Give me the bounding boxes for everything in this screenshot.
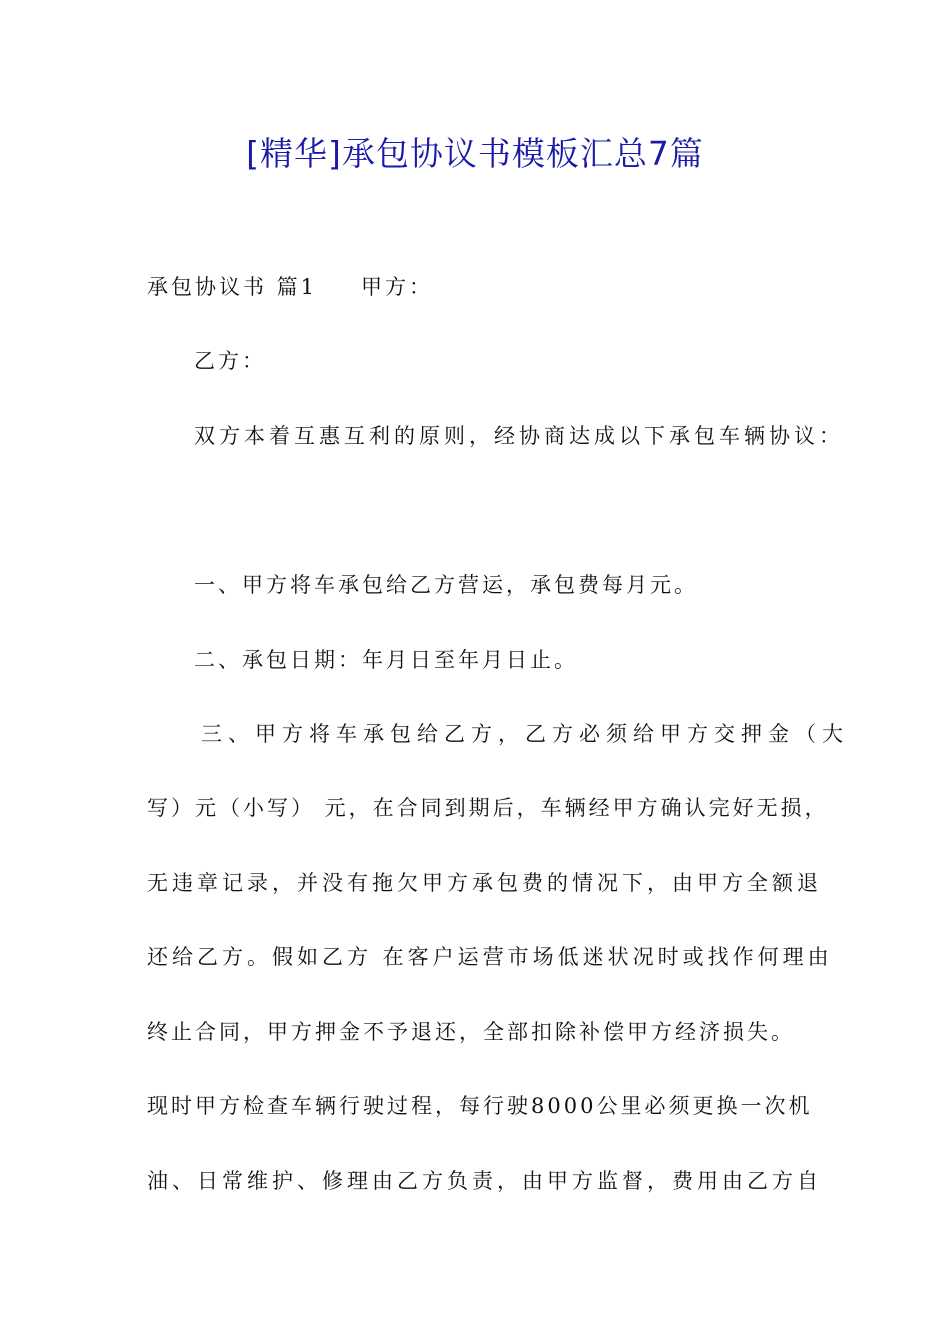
clause-3-line: 还给乙方。假如乙方 在客户运营市场低迷状况时或找作何理由 bbox=[147, 945, 833, 969]
clause-3-line: 终止合同，甲方押金不予退还，全部扣除补偿甲方经济损失。 bbox=[147, 1020, 795, 1044]
document-title: [精华]承包协议书模板汇总7篇 bbox=[246, 134, 704, 173]
party-a-label: 甲方： bbox=[361, 275, 434, 299]
clause-2: 二、承包日期：年月日至年月日止。 bbox=[194, 648, 578, 672]
section-label: 承包协议书 篇1 bbox=[147, 275, 318, 299]
clause-3-line: 写）元（小写） 元，在合同到期后，车辆经甲方确认完好无损， bbox=[147, 796, 829, 820]
clause-1: 一、甲方将车承包给乙方营运，承包费每月元。 bbox=[194, 573, 698, 597]
clause-3-line: 三、甲方将车承包给乙方，乙方必须给甲方交押金（大 bbox=[201, 722, 849, 746]
clause-3-line: 油、日常维护、修理由乙方负责，由甲方监督，费用由乙方自 bbox=[147, 1169, 822, 1193]
header-line bbox=[147, 272, 433, 302]
clause-3-line: 无违章记录，并没有拖欠甲方承包费的情况下，由甲方全额退 bbox=[147, 871, 822, 895]
party-b-label: 乙方： bbox=[194, 349, 266, 373]
intro-paragraph: 双方本着互惠互利的原则，经协商达成以下承包车辆协议： bbox=[194, 424, 844, 448]
clause-3-line: 现时甲方检查车辆行驶过程，每行驶8000公里必须更换一次机 bbox=[147, 1094, 813, 1118]
